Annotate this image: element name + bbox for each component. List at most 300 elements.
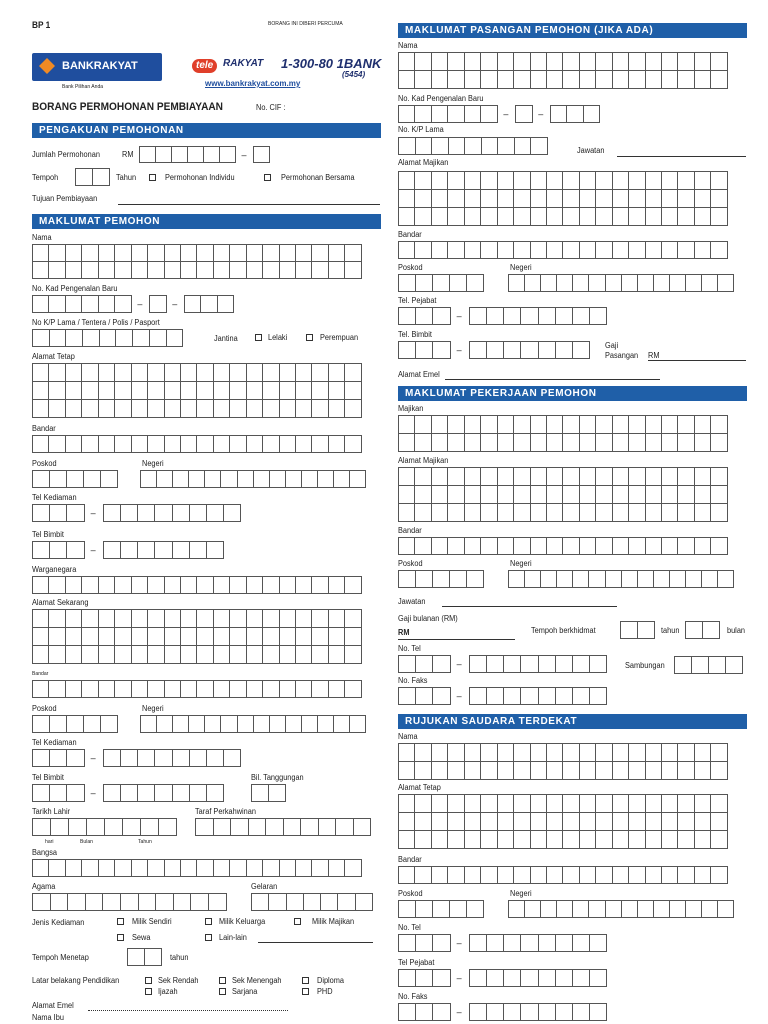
nama-row-1-char-box[interactable] — [147, 244, 164, 262]
taraf-field-char-box[interactable] — [283, 818, 302, 836]
tel-kediaman2-field-char-box[interactable] — [120, 749, 138, 767]
alamat-tetap-row-2[interactable] — [32, 381, 362, 400]
rujukan-negeri-field-char-box[interactable] — [556, 900, 573, 918]
negeri2-field-char-box[interactable] — [317, 715, 334, 733]
tel-kediaman2-field[interactable] — [32, 749, 241, 767]
negeri2-field-char-box[interactable] — [188, 715, 205, 733]
rujukan-alamat-row-1-char-box[interactable] — [677, 794, 694, 813]
rujukan-no-tel-field-char-box[interactable] — [503, 934, 521, 952]
bangsa-field-char-box[interactable] — [196, 859, 213, 877]
alamat-tetap-row-3-char-box[interactable] — [295, 399, 312, 418]
tarikh-lahir-field-char-box[interactable] — [158, 818, 177, 836]
pasangan-alamat-majikan-row-2-char-box[interactable] — [661, 189, 678, 208]
kp-baru-field[interactable] — [32, 295, 234, 313]
rujukan-nama-row-1-char-box[interactable] — [497, 743, 514, 762]
pasangan-bandar-field-char-box[interactable] — [513, 241, 530, 259]
rujukan-nama-row-1-char-box[interactable] — [447, 743, 464, 762]
majikan-row-1-char-box[interactable] — [677, 415, 694, 434]
bangsa-field-char-box[interactable] — [246, 859, 263, 877]
alamat-tetap-row-3-char-box[interactable] — [98, 399, 115, 418]
pekerjaan-alamat-row-3-char-box[interactable] — [562, 503, 579, 522]
alamat-sekarang-row-2-char-box[interactable] — [98, 627, 115, 646]
alamat-tetap-row-1-char-box[interactable] — [98, 363, 115, 382]
pasangan-nama-row-2-char-box[interactable] — [694, 70, 711, 89]
poskod-field-char-box[interactable] — [100, 470, 118, 488]
rujukan-alamat-row-2-char-box[interactable] — [464, 812, 481, 831]
pasangan-nama-row-2-char-box[interactable] — [431, 70, 448, 89]
pasangan-bandar-field-char-box[interactable] — [414, 241, 431, 259]
pekerjaan-no-faks-field-char-box[interactable] — [432, 687, 450, 705]
pasangan-kp-baru-field-char-box[interactable] — [583, 105, 600, 123]
pekerjaan-alamat-row-1-char-box[interactable] — [414, 467, 431, 486]
pasangan-jawatan-line[interactable] — [617, 156, 746, 157]
rujukan-alamat-row-3-char-box[interactable] — [677, 830, 694, 849]
rujukan-nama-row-1-char-box[interactable] — [431, 743, 448, 762]
sewa-checkbox[interactable] — [117, 934, 124, 941]
alamat-tetap-row-2-char-box[interactable] — [48, 381, 65, 400]
rujukan-tel-pejabat-field-char-box[interactable] — [415, 969, 433, 987]
warganegara-field-char-box[interactable] — [131, 576, 148, 594]
sambungan-field[interactable] — [674, 656, 743, 674]
alamat-tetap-row-3-char-box[interactable] — [131, 399, 148, 418]
tarikh-lahir-field-char-box[interactable] — [86, 818, 105, 836]
pasangan-nama-row-2-char-box[interactable] — [628, 70, 645, 89]
pasangan-nama-row-2-char-box[interactable] — [579, 70, 596, 89]
agama-field-char-box[interactable] — [155, 893, 174, 911]
kp-baru-field-char-box[interactable] — [114, 295, 131, 313]
alamat-sekarang-row-1-char-box[interactable] — [98, 609, 115, 628]
rujukan-poskod-field-char-box[interactable] — [415, 900, 433, 918]
rujukan-nama-row-1-char-box[interactable] — [612, 743, 629, 762]
pekerjaan-negeri-field-char-box[interactable] — [556, 570, 573, 588]
rujukan-bandar-field-char-box[interactable] — [546, 866, 563, 884]
majikan-row-1-char-box[interactable] — [447, 415, 464, 434]
bandar-field-char-box[interactable] — [98, 435, 115, 453]
tel-bimbit-field-char-box[interactable] — [49, 541, 67, 559]
rujukan-alamat-row-1-char-box[interactable] — [431, 794, 448, 813]
alamat-sekarang-row-3-char-box[interactable] — [344, 645, 361, 664]
tel-bimbit-field-char-box[interactable] — [103, 541, 121, 559]
pasangan-tel-bimbit-field-char-box[interactable] — [503, 341, 521, 359]
bandar2-field-char-box[interactable] — [344, 680, 361, 698]
rujukan-negeri-field-char-box[interactable] — [605, 900, 622, 918]
pekerjaan-poskod-field-char-box[interactable] — [466, 570, 484, 588]
pekerjaan-alamat-row-3-char-box[interactable] — [677, 503, 694, 522]
pasangan-bandar-field-char-box[interactable] — [431, 241, 448, 259]
amount-field-char-box[interactable] — [253, 146, 270, 163]
tel-kediaman-field-char-box[interactable] — [189, 504, 207, 522]
rujukan-alamat-row-3-char-box[interactable] — [628, 830, 645, 849]
rujukan-poskod-field-char-box[interactable] — [432, 900, 450, 918]
pekerjaan-alamat-row-2-char-box[interactable] — [612, 485, 629, 504]
pekerjaan-alamat-row-3-char-box[interactable] — [464, 503, 481, 522]
pekerjaan-bandar-field-char-box[interactable] — [431, 537, 448, 555]
pasangan-tel-pejabat-field-char-box[interactable] — [589, 307, 607, 325]
rujukan-bandar-field-char-box[interactable] — [694, 866, 711, 884]
pasangan-negeri-field-char-box[interactable] — [556, 274, 573, 292]
negeri2-field-char-box[interactable] — [349, 715, 366, 733]
pasangan-alamat-majikan-row-1-char-box[interactable] — [530, 171, 547, 190]
alamat-sekarang-row-1-char-box[interactable] — [344, 609, 361, 628]
alamat-tetap-row-1[interactable] — [32, 363, 362, 382]
pekerjaan-no-tel-field-char-box[interactable] — [520, 655, 538, 673]
taraf-field-char-box[interactable] — [335, 818, 354, 836]
pasangan-alamat-majikan-row-1-char-box[interactable] — [661, 171, 678, 190]
pasangan-tel-pejabat-field-char-box[interactable] — [572, 307, 590, 325]
pasangan-negeri-field-char-box[interactable] — [572, 274, 589, 292]
pekerjaan-no-faks-field-char-box[interactable] — [486, 687, 504, 705]
pasangan-nama-row-2-char-box[interactable] — [645, 70, 662, 89]
rujukan-no-tel-field-char-box[interactable] — [469, 934, 487, 952]
pasangan-bandar-field-char-box[interactable] — [710, 241, 727, 259]
pasangan-alamat-majikan-row-2-char-box[interactable] — [464, 189, 481, 208]
rujukan-nama-row-1-char-box[interactable] — [513, 743, 530, 762]
alamat-sekarang-row-1-char-box[interactable] — [311, 609, 328, 628]
majikan-row-1-char-box[interactable] — [464, 415, 481, 434]
rujukan-poskod-field-char-box[interactable] — [466, 900, 484, 918]
poskod2-field-char-box[interactable] — [49, 715, 67, 733]
tel-kediaman2-field-char-box[interactable] — [103, 749, 121, 767]
pasangan-alamat-majikan-row-1-char-box[interactable] — [612, 171, 629, 190]
pasangan-tel-pejabat-field-char-box[interactable] — [503, 307, 521, 325]
pasangan-nama-row-2-char-box[interactable] — [562, 70, 579, 89]
pekerjaan-negeri-field[interactable] — [508, 570, 734, 588]
pekerjaan-negeri-field-char-box[interactable] — [701, 570, 718, 588]
rujukan-nama-row-2-char-box[interactable] — [628, 761, 645, 780]
majikan-row-1-char-box[interactable] — [612, 415, 629, 434]
bandar2-field-char-box[interactable] — [32, 680, 49, 698]
alamat-sekarang-row-3[interactable] — [32, 645, 362, 664]
poskod2-field-char-box[interactable] — [66, 715, 84, 733]
pekerjaan-alamat-row-3-char-box[interactable] — [710, 503, 727, 522]
bandar-field-char-box[interactable] — [180, 435, 197, 453]
alamat-tetap-row-1-char-box[interactable] — [213, 363, 230, 382]
rujukan-alamat-row-1-char-box[interactable] — [595, 794, 612, 813]
pasangan-bandar-field[interactable] — [398, 241, 728, 259]
alamat-tetap-row-2-char-box[interactable] — [279, 381, 296, 400]
alamat-tetap-row-2-char-box[interactable] — [180, 381, 197, 400]
alamat-sekarang-row-2-char-box[interactable] — [65, 627, 82, 646]
kp-baru-field-char-box[interactable] — [184, 295, 201, 313]
pasangan-negeri-field-char-box[interactable] — [637, 274, 654, 292]
pasangan-kp-baru-field-char-box[interactable] — [447, 105, 464, 123]
pekerjaan-alamat-row-3-char-box[interactable] — [628, 503, 645, 522]
bandar-field-char-box[interactable] — [81, 435, 98, 453]
milik-keluarga-checkbox[interactable] — [205, 918, 212, 925]
nama-row-2-char-box[interactable] — [147, 261, 164, 279]
pekerjaan-bandar-field-char-box[interactable] — [579, 537, 596, 555]
pasangan-alamat-majikan-row-1-char-box[interactable] — [431, 171, 448, 190]
negeri-field-char-box[interactable] — [301, 470, 318, 488]
kp-lama-field-char-box[interactable] — [149, 329, 167, 347]
tel-bimbit-field-char-box[interactable] — [137, 541, 155, 559]
pasangan-alamat-majikan-row-1-char-box[interactable] — [710, 171, 727, 190]
alamat-tetap-row-1-char-box[interactable] — [180, 363, 197, 382]
pasangan-nama-row-2-char-box[interactable] — [595, 70, 612, 89]
rujukan-no-tel-field-char-box[interactable] — [486, 934, 504, 952]
pekerjaan-alamat-row-1-char-box[interactable] — [661, 467, 678, 486]
pasangan-kp-baru-field-char-box[interactable] — [550, 105, 567, 123]
rujukan-nama-row-1-char-box[interactable] — [677, 743, 694, 762]
lain-lain-line[interactable] — [258, 942, 373, 943]
nama-row-1-char-box[interactable] — [114, 244, 131, 262]
pekerjaan-negeri-field-char-box[interactable] — [540, 570, 557, 588]
pekerjaan-negeri-field-char-box[interactable] — [572, 570, 589, 588]
pasangan-nama-row-1-char-box[interactable] — [612, 52, 629, 71]
rujukan-nama-row-1-char-box[interactable] — [579, 743, 596, 762]
bandar2-field-char-box[interactable] — [81, 680, 98, 698]
pasangan-negeri-field-char-box[interactable] — [701, 274, 718, 292]
alamat-sekarang-row-1-char-box[interactable] — [180, 609, 197, 628]
tel-kediaman-field-char-box[interactable] — [223, 504, 241, 522]
rujukan-nama-row-1[interactable] — [398, 743, 728, 762]
pekerjaan-alamat-row-1-char-box[interactable] — [464, 467, 481, 486]
rujukan-negeri-field-char-box[interactable] — [572, 900, 589, 918]
rujukan-nama-row-1-char-box[interactable] — [661, 743, 678, 762]
tel-bimbit-field-char-box[interactable] — [66, 541, 84, 559]
alamat-sekarang-row-3-char-box[interactable] — [229, 645, 246, 664]
rujukan-alamat-row-1-char-box[interactable] — [447, 794, 464, 813]
pasangan-alamat-majikan-row-3-char-box[interactable] — [612, 207, 629, 226]
alamat-emel-line[interactable] — [88, 1010, 288, 1011]
majikan-row-1-char-box[interactable] — [480, 415, 497, 434]
pasangan-tel-bimbit-field-char-box[interactable] — [415, 341, 433, 359]
warganegara-field-char-box[interactable] — [344, 576, 361, 594]
alamat-tetap-row-2-char-box[interactable] — [344, 381, 361, 400]
pasangan-tel-pejabat-field-char-box[interactable] — [486, 307, 504, 325]
bil-tanggungan-field-char-box[interactable] — [251, 784, 269, 802]
gelaran-field-char-box[interactable] — [320, 893, 338, 911]
majikan-row-2-char-box[interactable] — [628, 433, 645, 452]
rujukan-bandar-field-char-box[interactable] — [562, 866, 579, 884]
pasangan-negeri-field-char-box[interactable] — [669, 274, 686, 292]
alamat-sekarang-row-1-char-box[interactable] — [32, 609, 49, 628]
pasangan-alamat-majikan-row-3-char-box[interactable] — [579, 207, 596, 226]
alamat-sekarang-row-2-char-box[interactable] — [180, 627, 197, 646]
rujukan-alamat-row-2-char-box[interactable] — [480, 812, 497, 831]
tel-kediaman-field-char-box[interactable] — [66, 504, 84, 522]
alamat-tetap-row-2-char-box[interactable] — [328, 381, 345, 400]
rujukan-bandar-field-char-box[interactable] — [414, 866, 431, 884]
negeri2-field-char-box[interactable] — [253, 715, 270, 733]
rujukan-nama-row-1-char-box[interactable] — [595, 743, 612, 762]
pasangan-alamat-emel-line[interactable] — [445, 379, 660, 380]
pekerjaan-bandar-field-char-box[interactable] — [546, 537, 563, 555]
rujukan-nama-row-2-char-box[interactable] — [530, 761, 547, 780]
warganegara-field-char-box[interactable] — [262, 576, 279, 594]
tel-kediaman-field-char-box[interactable] — [154, 504, 172, 522]
alamat-tetap-row-2-char-box[interactable] — [81, 381, 98, 400]
tel-bimbit2-field-char-box[interactable] — [32, 784, 50, 802]
nama-row-2-char-box[interactable] — [246, 261, 263, 279]
agama-field-char-box[interactable] — [85, 893, 104, 911]
gelaran-field-char-box[interactable] — [337, 893, 355, 911]
nama-row-1-char-box[interactable] — [262, 244, 279, 262]
pasangan-alamat-majikan-row-3-char-box[interactable] — [464, 207, 481, 226]
pasangan-nama-row-2-char-box[interactable] — [677, 70, 694, 89]
bandar-field-char-box[interactable] — [196, 435, 213, 453]
alamat-sekarang-row-1-char-box[interactable] — [164, 609, 181, 628]
pasangan-kp-baru-field-char-box[interactable] — [398, 105, 415, 123]
majikan-row-1-char-box[interactable] — [530, 415, 547, 434]
rujukan-alamat-row-3-char-box[interactable] — [579, 830, 596, 849]
pekerjaan-negeri-field-char-box[interactable] — [605, 570, 622, 588]
negeri-field-char-box[interactable] — [140, 470, 157, 488]
rujukan-tel-pejabat-field-char-box[interactable] — [486, 969, 504, 987]
website-link[interactable]: www.bankrakyat.com.my — [205, 79, 301, 88]
rujukan-alamat-row-3-char-box[interactable] — [530, 830, 547, 849]
nama-row-1[interactable] — [32, 244, 362, 262]
bandar-field-char-box[interactable] — [246, 435, 263, 453]
tel-kediaman-field-char-box[interactable] — [206, 504, 224, 522]
pasangan-alamat-majikan-row-2[interactable] — [398, 189, 728, 208]
bandar-field-char-box[interactable] — [344, 435, 361, 453]
rujukan-alamat-row-3-char-box[interactable] — [431, 830, 448, 849]
bangsa-field-char-box[interactable] — [262, 859, 279, 877]
rujukan-nama-row-2-char-box[interactable] — [447, 761, 464, 780]
kp-baru-field-char-box[interactable] — [217, 295, 234, 313]
pekerjaan-no-tel-field-char-box[interactable] — [486, 655, 504, 673]
rujukan-nama-row-2-char-box[interactable] — [546, 761, 563, 780]
milik-sendiri-checkbox[interactable] — [117, 918, 124, 925]
pekerjaan-negeri-field-char-box[interactable] — [637, 570, 654, 588]
pasangan-alamat-majikan-row-1-char-box[interactable] — [579, 171, 596, 190]
pekerjaan-alamat-row-2-char-box[interactable] — [530, 485, 547, 504]
pasangan-bandar-field-char-box[interactable] — [661, 241, 678, 259]
gelaran-field-char-box[interactable] — [303, 893, 321, 911]
alamat-sekarang-row-3-char-box[interactable] — [98, 645, 115, 664]
gelaran-field-char-box[interactable] — [286, 893, 304, 911]
pasangan-negeri-field-char-box[interactable] — [621, 274, 638, 292]
tempoh-menetap-field-char-box[interactable] — [127, 948, 145, 966]
pekerjaan-alamat-row-1[interactable] — [398, 467, 728, 486]
pasangan-alamat-majikan-row-2-char-box[interactable] — [645, 189, 662, 208]
rujukan-alamat-row-3-char-box[interactable] — [398, 830, 415, 849]
kp-baru-field-char-box[interactable] — [149, 295, 166, 313]
pasangan-tel-pejabat-field[interactable] — [398, 307, 607, 325]
pasangan-tel-pejabat-field-char-box[interactable] — [432, 307, 450, 325]
rujukan-alamat-row-2-char-box[interactable] — [546, 812, 563, 831]
pekerjaan-alamat-row-2-char-box[interactable] — [645, 485, 662, 504]
amount-field-char-box[interactable] — [171, 146, 188, 163]
rujukan-nama-row-2-char-box[interactable] — [464, 761, 481, 780]
rujukan-negeri-field-char-box[interactable] — [701, 900, 718, 918]
pekerjaan-alamat-row-2-char-box[interactable] — [562, 485, 579, 504]
nama-row-1-char-box[interactable] — [311, 244, 328, 262]
alamat-sekarang-row-1-char-box[interactable] — [262, 609, 279, 628]
pekerjaan-bandar-field-char-box[interactable] — [562, 537, 579, 555]
pasangan-tel-bimbit-field-char-box[interactable] — [538, 341, 556, 359]
bandar2-field-char-box[interactable] — [98, 680, 115, 698]
pasangan-tel-bimbit-field-char-box[interactable] — [520, 341, 538, 359]
alamat-tetap-row-1-char-box[interactable] — [81, 363, 98, 382]
bangsa-field-char-box[interactable] — [114, 859, 131, 877]
tel-bimbit2-field-char-box[interactable] — [66, 784, 84, 802]
pekerjaan-bandar-field-char-box[interactable] — [612, 537, 629, 555]
nama-row-1-char-box[interactable] — [98, 244, 115, 262]
pekerjaan-no-faks-field-char-box[interactable] — [398, 687, 416, 705]
tel-kediaman2-field-char-box[interactable] — [49, 749, 67, 767]
alamat-tetap-row-3-char-box[interactable] — [344, 399, 361, 418]
rujukan-tel-pejabat-field-char-box[interactable] — [469, 969, 487, 987]
pasangan-bandar-field-char-box[interactable] — [497, 241, 514, 259]
pasangan-nama-row-1-char-box[interactable] — [628, 52, 645, 71]
warganegara-field-char-box[interactable] — [114, 576, 131, 594]
rujukan-no-faks-field[interactable] — [398, 1003, 607, 1021]
rujukan-no-faks-field-char-box[interactable] — [555, 1003, 573, 1021]
pasangan-tel-pejabat-field-char-box[interactable] — [520, 307, 538, 325]
pekerjaan-no-tel-field-char-box[interactable] — [415, 655, 433, 673]
pekerjaan-bandar-field-char-box[interactable] — [710, 537, 727, 555]
agama-field-char-box[interactable] — [102, 893, 121, 911]
bandar2-field-char-box[interactable] — [164, 680, 181, 698]
rujukan-nama-row-2-char-box[interactable] — [497, 761, 514, 780]
pekerjaan-no-faks-field-char-box[interactable] — [538, 687, 556, 705]
bandar2-field[interactable] — [32, 680, 362, 698]
pekerjaan-alamat-row-2-char-box[interactable] — [677, 485, 694, 504]
amount-field-char-box[interactable] — [139, 146, 156, 163]
pasangan-nama-row-2-char-box[interactable] — [612, 70, 629, 89]
majikan-row-2-char-box[interactable] — [595, 433, 612, 452]
pasangan-bandar-field-char-box[interactable] — [480, 241, 497, 259]
kp-lama-field-char-box[interactable] — [166, 329, 184, 347]
rujukan-alamat-row-2[interactable] — [398, 812, 728, 831]
pekerjaan-bandar-field-char-box[interactable] — [414, 537, 431, 555]
tel-bimbit2-field-char-box[interactable] — [206, 784, 224, 802]
tel-bimbit-field-char-box[interactable] — [154, 541, 172, 559]
alamat-tetap-row-2-char-box[interactable] — [147, 381, 164, 400]
pekerjaan-alamat-row-2-char-box[interactable] — [447, 485, 464, 504]
pekerjaan-bandar-field-char-box[interactable] — [480, 537, 497, 555]
pekerjaan-no-faks-field-char-box[interactable] — [572, 687, 590, 705]
bandar2-field-char-box[interactable] — [229, 680, 246, 698]
bil-tanggungan-field-char-box[interactable] — [268, 784, 286, 802]
pekerjaan-alamat-row-2-char-box[interactable] — [628, 485, 645, 504]
pekerjaan-alamat-row-3-char-box[interactable] — [579, 503, 596, 522]
rujukan-bandar-field-char-box[interactable] — [480, 866, 497, 884]
pasangan-bandar-field-char-box[interactable] — [694, 241, 711, 259]
pekerjaan-alamat-row-2-char-box[interactable] — [480, 485, 497, 504]
alamat-sekarang-row-1-char-box[interactable] — [246, 609, 263, 628]
pekerjaan-alamat-row-3-char-box[interactable] — [530, 503, 547, 522]
rujukan-bandar-field-char-box[interactable] — [398, 866, 415, 884]
pasangan-tel-bimbit-field-char-box[interactable] — [469, 341, 487, 359]
tel-bimbit2-field-char-box[interactable] — [49, 784, 67, 802]
sek-rendah-checkbox[interactable] — [145, 977, 152, 984]
nama-row-2-char-box[interactable] — [32, 261, 49, 279]
majikan-row-2-char-box[interactable] — [546, 433, 563, 452]
rujukan-no-tel-field[interactable] — [398, 934, 607, 952]
warganegara-field-char-box[interactable] — [32, 576, 49, 594]
majikan-row-1-char-box[interactable] — [579, 415, 596, 434]
kp-baru-field-char-box[interactable] — [65, 295, 82, 313]
majikan-row-1-char-box[interactable] — [431, 415, 448, 434]
rujukan-negeri-field-char-box[interactable] — [508, 900, 525, 918]
tarikh-lahir-field-char-box[interactable] — [68, 818, 87, 836]
majikan-row-2[interactable] — [398, 433, 728, 452]
rujukan-alamat-row-1-char-box[interactable] — [497, 794, 514, 813]
bandar-field-char-box[interactable] — [279, 435, 296, 453]
pasangan-nama-row-1-char-box[interactable] — [595, 52, 612, 71]
pasangan-nama-row-1-char-box[interactable] — [447, 52, 464, 71]
negeri-field-char-box[interactable] — [237, 470, 254, 488]
agama-field-char-box[interactable] — [173, 893, 192, 911]
alamat-tetap-row-3-char-box[interactable] — [180, 399, 197, 418]
sambungan-field-char-box[interactable] — [674, 656, 692, 674]
pekerjaan-bandar-field-char-box[interactable] — [513, 537, 530, 555]
nama-row-1-char-box[interactable] — [32, 244, 49, 262]
majikan-row-1-char-box[interactable] — [398, 415, 415, 434]
